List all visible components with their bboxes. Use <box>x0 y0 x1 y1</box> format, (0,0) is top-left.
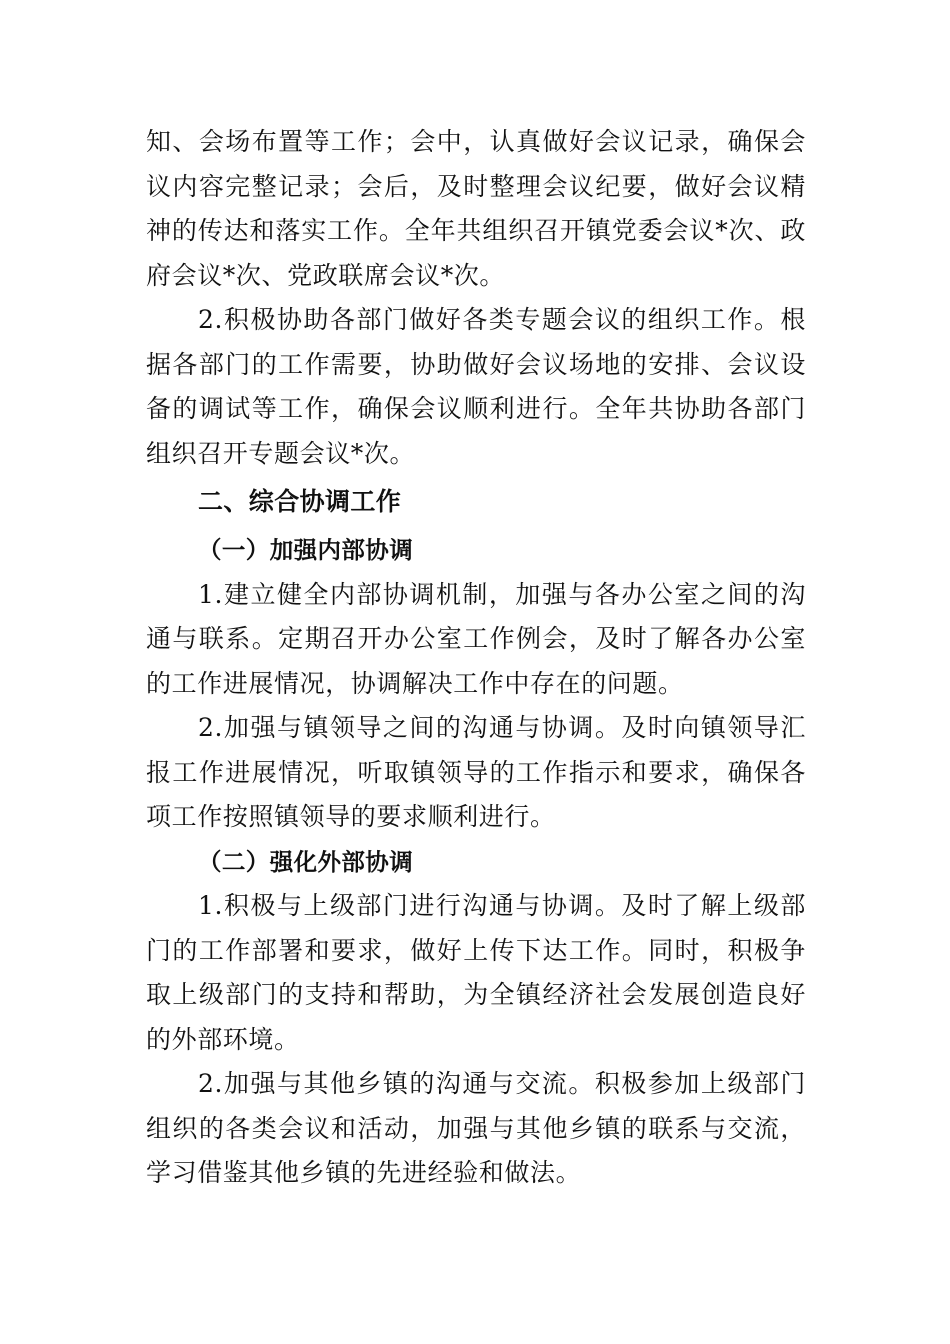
paragraph-leadership-communication: 2.加强与镇领导之间的沟通与协调。及时向镇领导汇报工作进展情况，听取镇领导的工作指示和要求，确保各项工作按照镇领导的要求顺利进行。 <box>146 713 806 831</box>
paragraph-other-townships: 2.加强与其他乡镇的沟通与交流。积极参加上级部门组织的各类会议和活动，加强与其他乡镇的联系与交流，学习借鉴其他乡镇的先进经验和做法。 <box>146 1069 806 1187</box>
paragraph-assist-departments-meetings: 2.积极协助各部门做好各类专题会议的组织工作。根据各部门的工作需要，协助做好会议场地的安排、会议设备的调试等工作，确保会议顺利进行。全年共协助各部门组织召开专题会议*次。 <box>146 305 806 468</box>
paragraph-continuation: 知、会场布置等工作；会中，认真做好会议记录，确保会议内容完整记录；会后，及时整理会议纪要，做好会议精神的传达和落实工作。全年共组织召开镇党委会议*次、政府会议*次、党政联席会议*次。 <box>146 127 806 290</box>
subsection-heading-external: （二）强化外部协调 <box>198 847 414 876</box>
paragraph-superior-departments: 1.积极与上级部门进行沟通与协调。及时了解上级部门的工作部署和要求，做好上传下达工作。同时，积极争取上级部门的支持和帮助，为全镇经济社会发展创造良好的外部环境。 <box>146 891 806 1054</box>
paragraph-internal-mechanism: 1.建立健全内部协调机制，加强与各办公室之间的沟通与联系。定期召开办公室工作例会，及时了解各办公室的工作进展情况，协调解决工作中存在的问题。 <box>146 579 806 698</box>
subsection-heading-internal: （一）加强内部协调 <box>198 536 414 564</box>
document-body <box>146 120 806 1196</box>
section-heading-coordination: 二、综合协调工作 <box>198 487 402 516</box>
